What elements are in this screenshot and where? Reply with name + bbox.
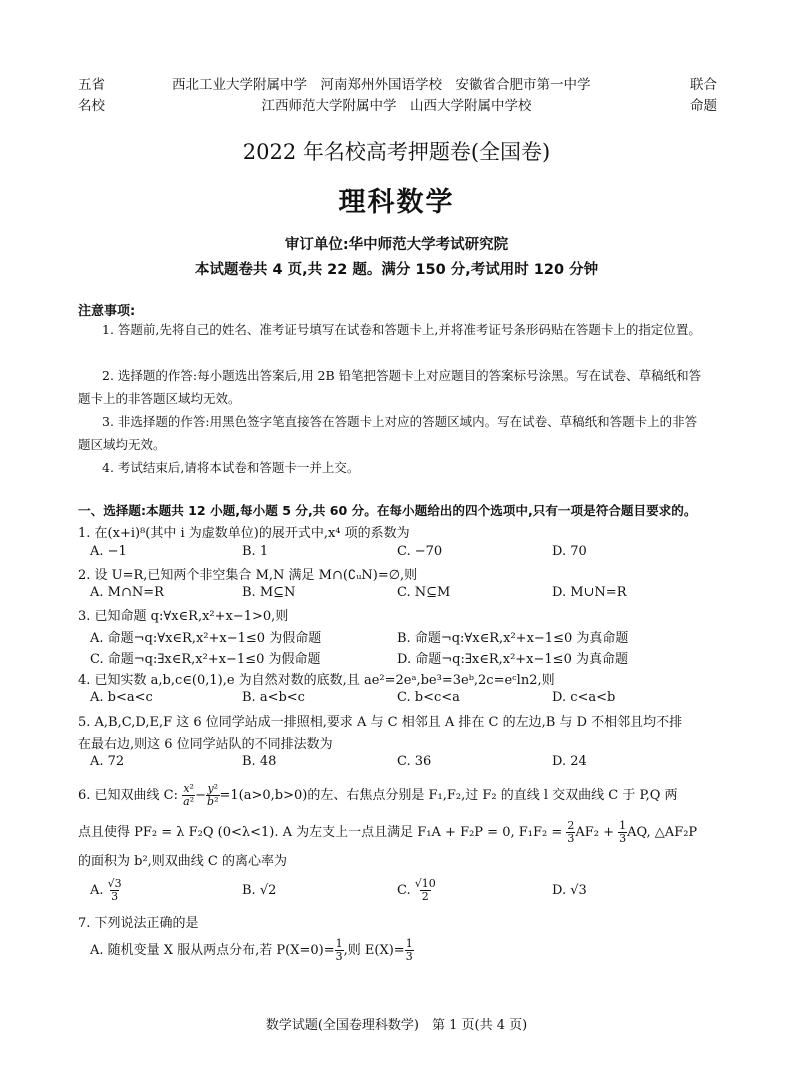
question-6-stem-line3: 的面积为 b²,则双曲线 C 的离心率为 [78,854,288,869]
header-schools-line2: 江西师范大学附属中学 山西大学附属中学校 [261,98,532,114]
fraction-sqrt3-3: √3 3 [107,877,122,903]
fraction-1-3-a: 1 3 [335,937,343,963]
question-4-option-c: C. b<c<a [397,690,460,705]
question-6-option-a-label: A. [90,883,104,898]
question-4-stem: 4. 已知实数 a,b,c∈(0,1),e 为自然对数的底数,且 ae²=2eᵃ,be³=3eᵇ,2c=eᶜln2,则 [78,673,555,688]
exam-info-line: 本试题卷共 4 页,共 22 题。满分 150 分,考试用时 120 分钟 [194,262,599,278]
notice-item-1: 1. 答题前,先将自己的姓名、准考证号填写在试卷和答题卡上,并将准考证号条形码贴在答题卡上的指定位置。 [102,322,701,337]
question-3-option-a: A. 命题¬q:∀x∈R,x²+x−1≤0 为假命题 [90,631,322,646]
header-schools-line1: 西北工业大学附属中学 河南郑州外国语学校 安徽省合肥市第一中学 [172,77,591,93]
question-6-stem-line2 [78,820,697,845]
question-6-option-a [90,878,122,903]
notice-item-2: 2. 选择题的作答:每小题选出答案后,用 2B 铅笔把答题卡上对应题目的答案标号涂黑。写在试卷、草稿纸和答题卡上的非答题区域均无效。 [78,368,702,406]
question-5-option-c: C. 36 [397,754,432,769]
question-3-option-c: C. 命题¬q:∃x∈R,x²+x−1≤0 为假命题 [90,652,321,667]
fraction-y2-b2: y² b² [207,782,219,808]
notice-item-4: 4. 考试结束后,请将本试卷和答题卡一并上交。 [102,460,360,475]
question-2-option-b: B. M⊆N [242,585,296,600]
question-5-option-b: B. 48 [242,754,277,769]
notice-item-3: 3. 非选择题的作答:用黑色签字笔直接答在答题卡上对应的答题区域内。写在试卷、草稿纸和答题卡上的非答题区域均无效。 [78,414,698,452]
question-1-option-d: D. 70 [552,544,587,559]
question-4-option-b: B. a<b<c [242,690,305,705]
header-right-bottom: 命题 [690,98,717,114]
header-left-bottom: 名校 [78,98,105,114]
question-6-option-c [397,878,436,903]
question-6-stem-line1: 6. 已知双曲线 C: x² a²−y² b²=1(a>0,b>0)的左、右焦点分别是 F₁,F₂,过 F₂ 的直线 l 交双曲线 C 于 P,Q 两 [78,782,678,808]
question-2-option-a: A. M∩N=R [90,585,164,600]
question-1-option-a: A. −1 [90,544,127,559]
question-5-option-a: A. 72 [90,754,125,769]
fraction-1-3-b: 1 3 [405,937,413,963]
question-1-stem: 1. 在(x+i)⁸(其中 i 为虚数单位)的展开式中,x⁴ 项的系数为 [78,526,410,541]
reviewer-line: 审订单位:华中师范大学考试研究院 [284,237,509,253]
question-6-vector-clause: 点且使得 PF₂ = λ F₂Q (0<λ<1). A 为左支上一点且满足 F₁A + F₂P = 0, F₁F₂ = [78,825,567,840]
fraction-sqrt10-2: √10 2 [414,877,436,903]
question-6-option-d: D. √3 [552,883,587,898]
question-4-option-a: A. b<a<c [90,690,153,705]
header-right-top: 联合 [690,77,717,93]
question-6-option-c-label: C. [397,883,411,898]
question-7-option-a-text2: ,则 E(X)= [343,943,405,958]
question-5-stem-line1: 5. A,B,C,D,E,F 这 6 位同学站成一排照相,要求 A 与 C 相邻且 A 排在 C 的左边,B 与 D 不相邻且均不排 [78,715,683,730]
question-6-vector-af2: AF₂ + [575,825,619,840]
question-6-stem-pre: 6. 已知双曲线 C: [78,788,178,803]
question-3-option-b: B. 命题¬q:∀x∈R,x²+x−1≤0 为真命题 [397,631,629,646]
question-4-option-d: D. c<a<b [552,690,616,705]
fraction-1-3: 1 3 [619,819,627,845]
question-1-option-b: B. 1 [242,544,269,559]
question-6-vector-aq: AQ, △AF₂P [627,825,698,840]
question-6-option-b: B. √2 [242,883,277,898]
question-5-stem-line2: 在最右边,则这 6 位同学站队的不同排法数为 [78,737,333,752]
question-7-stem: 7. 下列说法正确的是 [78,916,199,931]
question-1-option-c: C. −70 [397,544,443,559]
question-3-stem: 3. 已知命题 q:∀x∈R,x²+x−1>0,则 [78,609,289,624]
exam-title: 2022 年名校高考押题卷(全国卷) [242,140,551,164]
question-6-stem-post: =1(a>0,b>0)的左、右焦点分别是 F₁,F₂,过 F₂ 的直线 l 交双曲线 C 于 P,Q 两 [219,788,678,803]
question-2-option-d: D. M∪N=R [552,585,627,600]
question-3-option-d: D. 命题¬q:∃x∈R,x²+x−1≤0 为真命题 [397,652,628,667]
notice-title: 注意事项: [78,304,136,319]
subject-title: 理科数学 [338,187,455,218]
question-7-option-a [90,938,414,963]
fraction-2-3: 2 3 [567,819,575,845]
page-footer: 数学试题(全国卷理科数学) 第 1 页(共 4 页) [265,1018,528,1033]
question-7-option-a-text: A. 随机变量 X 服从两点分布,若 P(X=0)= [90,943,335,958]
section-choice-heading: 一、选择题:本题共 12 小题,每小题 5 分,共 60 分。在每小题给出的四个选项中,只有一项是符合题目要求的。 [78,503,697,518]
fraction-x2-a2: x² a² [183,782,195,808]
question-2-stem: 2. 设 U=R,已知两个非空集合 M,N 满足 M∩(∁ᵤN)=∅,则 [78,568,418,583]
question-5-option-d: D. 24 [552,754,587,769]
question-2-option-c: C. N⊆M [397,585,451,600]
header-left-top: 五省 [78,77,105,93]
